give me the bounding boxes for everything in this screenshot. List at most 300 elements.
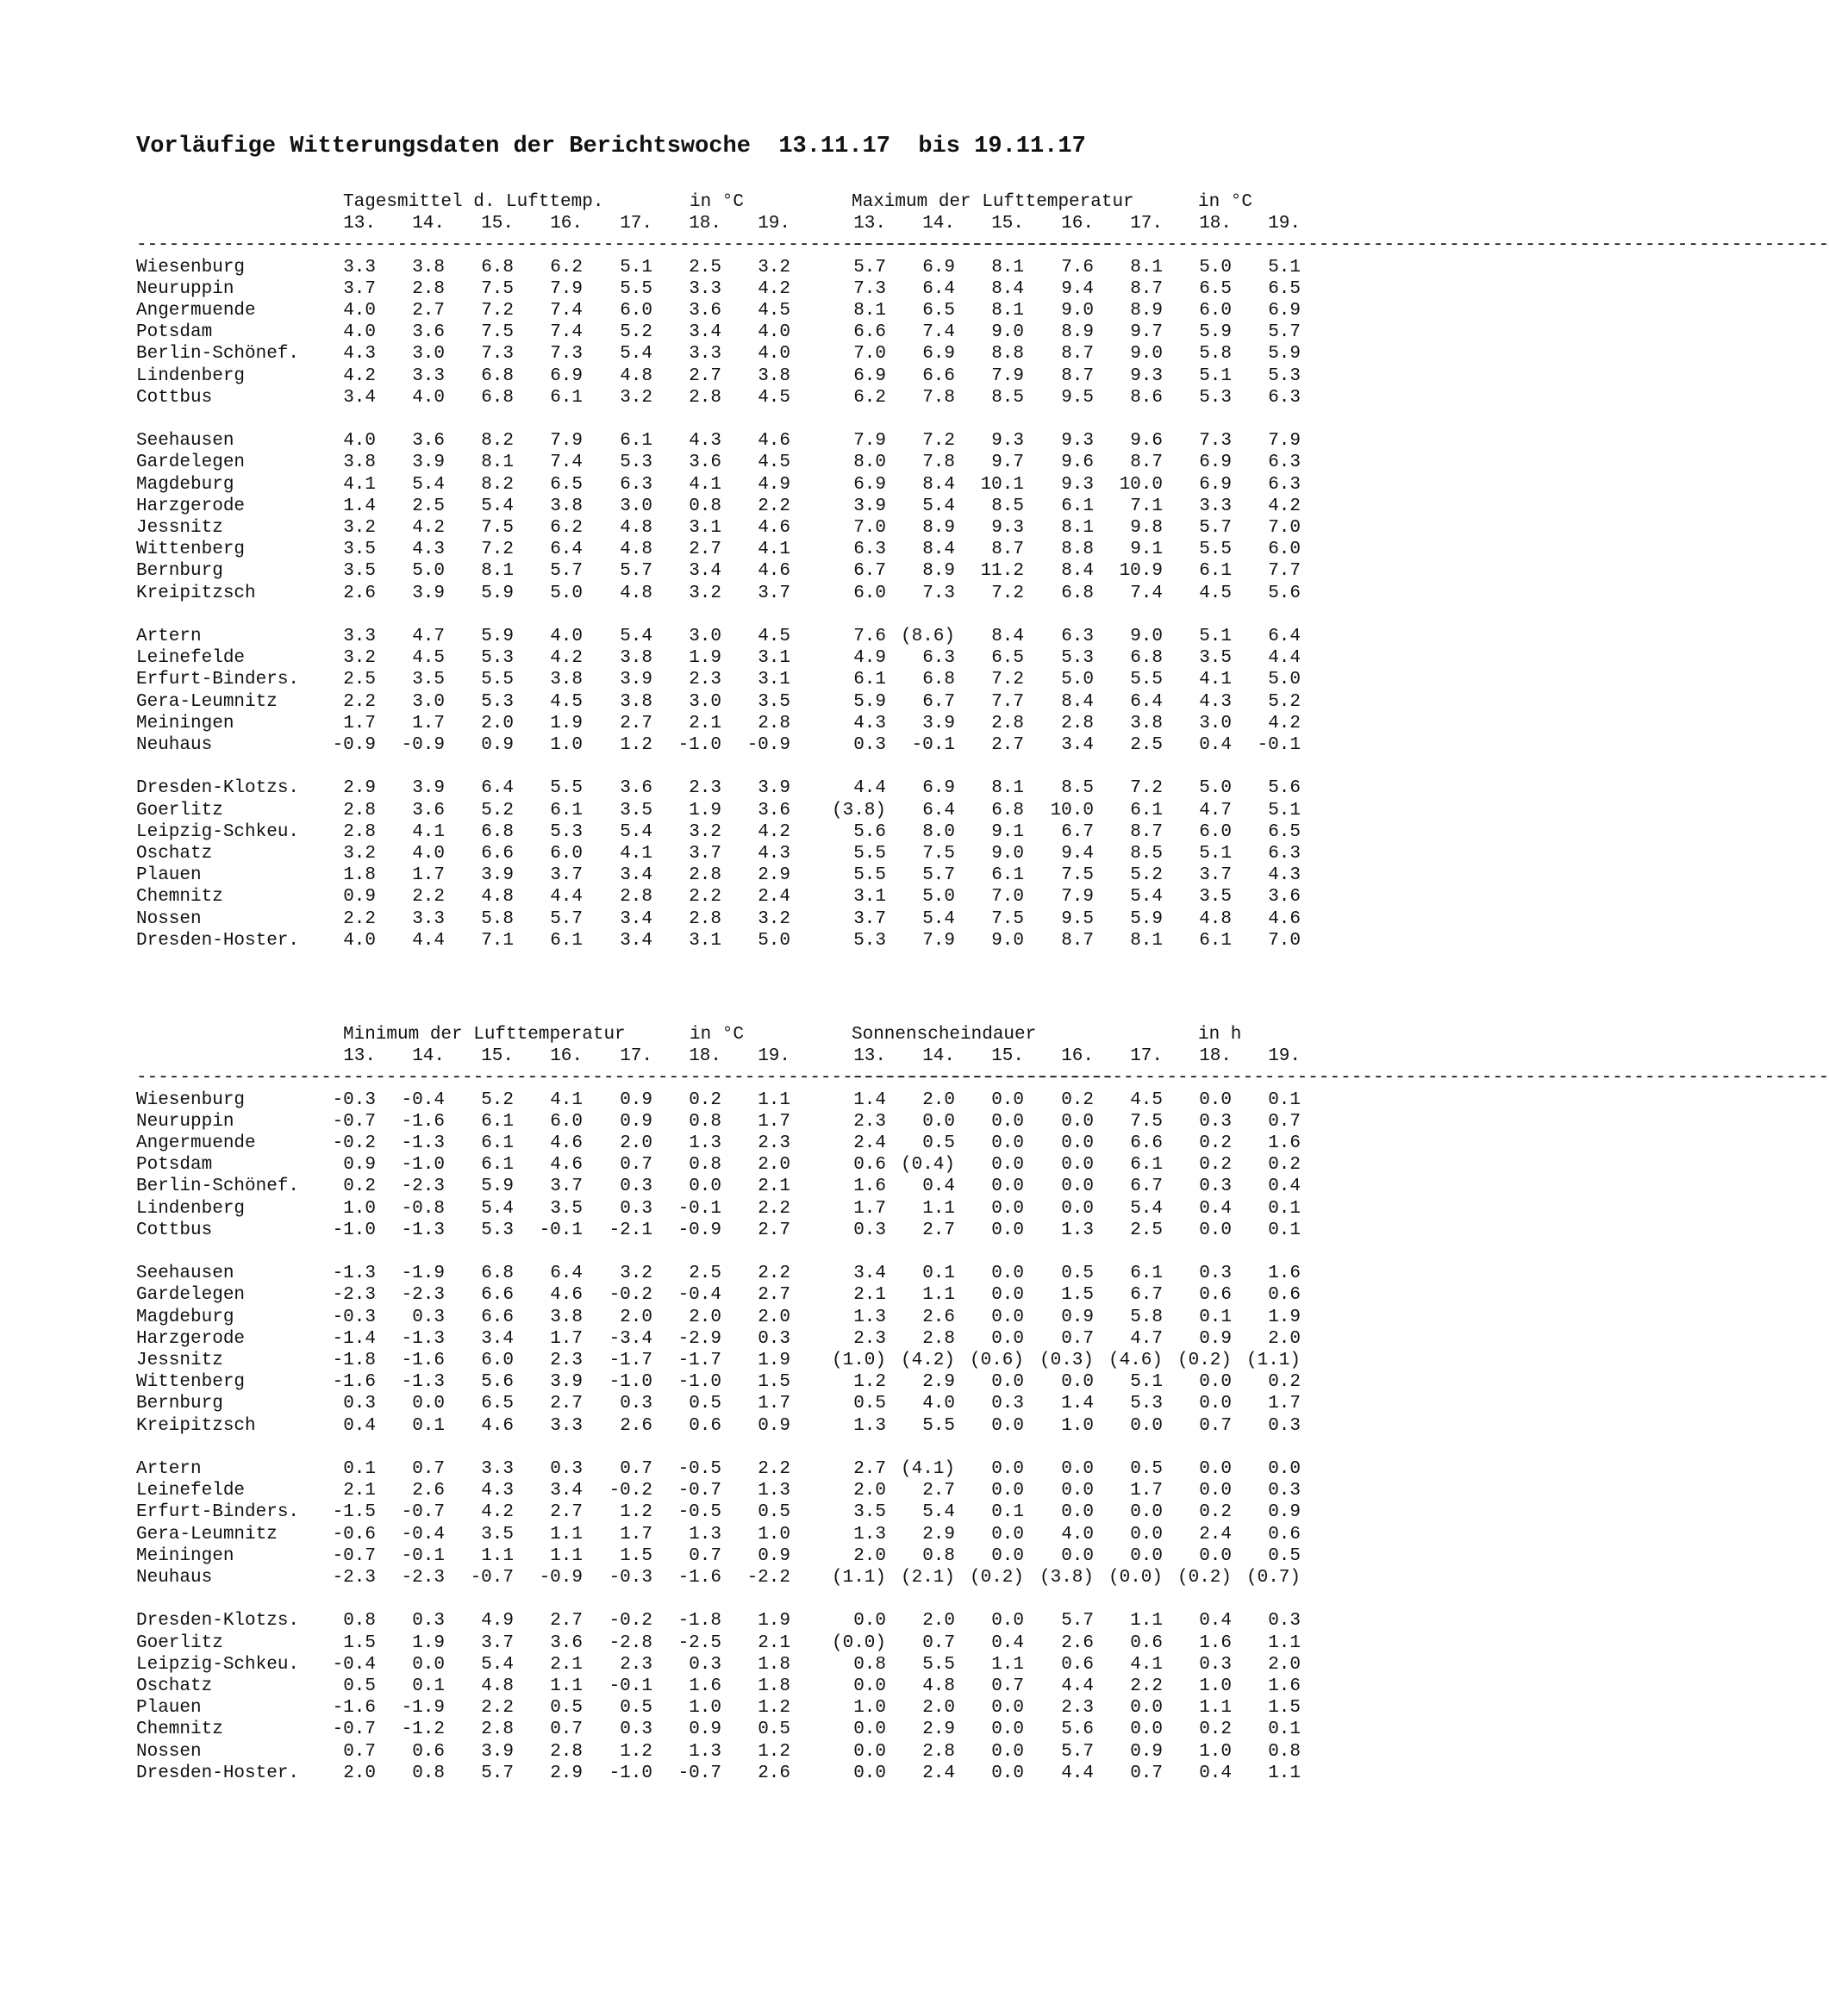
right-value-cell: 6.5 [991,648,1024,669]
right-value-cell: -0.1 [1257,735,1301,755]
left-value-cell: 7.3 [481,344,514,365]
left-value-cell: 4.2 [550,648,583,669]
left-value-cell: 0.3 [758,1328,790,1349]
station-row [0,1220,1425,1241]
left-value-cell: -0.9 [677,1220,721,1240]
right-value-cell: 8.9 [922,561,955,582]
left-value-cell: 3.1 [689,930,721,951]
station-name: Meiningen [136,1545,234,1566]
left-value-cell: 7.5 [481,278,514,299]
right-value-cell: (8.6) [900,627,955,646]
left-value-cell: -0.4 [401,1089,445,1110]
left-value-cell: 0.8 [412,1763,445,1783]
right-value-cell: (0.0) [1108,1568,1163,1588]
station-name: Wittenberg [136,540,246,560]
station-row [0,1480,1425,1501]
right-value-cell: 8.7 [991,540,1024,560]
left-value-cell: 2.2 [758,1264,790,1284]
left-value-cell: 1.7 [412,713,445,733]
right-value-cell: 6.3 [1268,474,1301,495]
left-value-cell: 3.6 [412,800,445,821]
right-value-cell: 0.6 [1061,1654,1094,1675]
left-value-cell: 3.5 [550,1198,583,1219]
right-value-cell: 3.3 [1199,496,1232,516]
left-value-cell: 5.5 [481,670,514,690]
left-value-cell: 2.7 [620,713,652,733]
right-value-cell: 9.3 [1061,474,1094,495]
left-value-cell: 3.9 [620,670,652,690]
right-value-cell: 0.9 [1199,1328,1232,1349]
station-row [0,1350,1425,1371]
right-value-cell: 2.9 [922,1372,955,1393]
right-value-cell: 1.2 [853,1372,886,1393]
left-value-cell: 3.8 [343,453,376,473]
right-value-cell: 8.4 [991,627,1024,646]
right-value-cell: 8.1 [991,257,1024,278]
left-day-label: 16. [550,1046,583,1067]
left-value-cell: 4.1 [758,540,790,560]
right-value-cell: 7.6 [853,627,886,646]
right-value-cell: 5.9 [1199,322,1232,343]
left-value-cell: -0.5 [677,1459,721,1479]
left-value-cell: 6.4 [550,540,583,560]
right-value-cell: 0.3 [1268,1611,1301,1632]
left-value-cell: 0.7 [550,1720,583,1740]
left-value-cell: 4.5 [412,648,445,669]
right-value-cell: 0.0 [991,1545,1024,1566]
right-value-cell: 3.5 [853,1502,886,1523]
left-value-cell: 8.2 [481,474,514,495]
left-value-cell: 2.2 [758,1459,790,1479]
left-value-cell: -1.4 [332,1328,376,1349]
left-value-cell: 5.4 [481,1198,514,1219]
left-value-cell: -1.8 [332,1351,376,1370]
right-value-cell: 1.1 [1199,1698,1232,1719]
left-value-cell: 5.3 [550,821,583,842]
station-name: Neuruppin [136,278,234,299]
right-value-cell: 2.1 [853,1285,886,1306]
right-value-cell: 2.5 [1130,1220,1163,1240]
right-value-cell: 0.5 [853,1394,886,1414]
station-row [0,734,1425,756]
left-value-cell: 3.9 [412,583,445,603]
right-value-cell: 3.0 [1199,713,1232,733]
right-value-cell: 3.9 [853,496,886,516]
right-value-cell: 5.9 [853,691,886,712]
station-row [0,1133,1425,1154]
station-row [0,1263,1425,1284]
station-row [0,321,1425,343]
right-value-cell: 4.8 [922,1676,955,1696]
right-value-cell: 0.0 [1130,1698,1163,1719]
right-value-cell: 7.5 [1130,1111,1163,1132]
left-value-cell: 4.1 [620,844,652,864]
right-value-cell: 7.6 [1061,257,1094,278]
left-day-label: 14. [412,1046,445,1067]
right-value-cell: 0.1 [1268,1198,1301,1219]
left-value-cell: 3.2 [689,583,721,603]
left-value-cell: 2.5 [689,257,721,278]
right-value-cell: (0.4) [900,1155,955,1176]
right-value-cell: 2.8 [991,713,1024,733]
right-value-cell: (0.0) [831,1632,886,1653]
right-value-cell: 7.5 [922,844,955,864]
left-value-cell: 5.3 [620,453,652,473]
left-value-cell: 6.0 [481,1351,514,1370]
right-value-cell: 0.0 [991,1524,1024,1545]
right-value-cell: 8.9 [1061,322,1094,343]
station-row [0,1676,1425,1697]
right-value-cell: 7.3 [853,278,886,299]
left-value-cell: 5.7 [620,561,652,582]
left-value-cell: 2.8 [343,800,376,821]
right-value-cell: 1.1 [922,1285,955,1306]
left-value-cell: 1.9 [412,1632,445,1653]
left-value-cell: 4.1 [343,474,376,495]
right-value-cell: 0.3 [1199,1111,1232,1132]
left-value-cell: 1.5 [343,1632,376,1653]
left-value-cell: 3.4 [689,322,721,343]
right-value-cell: 0.5 [922,1133,955,1153]
right-value-cell: 8.1 [1130,257,1163,278]
left-value-cell: 1.0 [343,1198,376,1219]
right-value-cell: 10.0 [1050,800,1094,821]
right-value-cell: 8.7 [1130,453,1163,473]
station-name: Lindenberg [136,365,246,386]
left-value-cell: 2.5 [689,1264,721,1284]
left-value-cell: 7.4 [550,453,583,473]
left-value-cell: 2.2 [412,887,445,908]
left-value-cell: 0.4 [343,1415,376,1436]
right-value-cell: 0.6 [1199,1285,1232,1306]
left-value-cell: 4.4 [550,887,583,908]
left-value-cell: 6.4 [550,1264,583,1284]
right-value-cell: 7.9 [922,930,955,951]
left-value-cell: 3.3 [689,278,721,299]
left-value-cell: 4.3 [412,540,445,560]
right-value-cell: 8.4 [1061,691,1094,712]
left-value-cell: 5.4 [620,821,652,842]
right-value-cell: 1.7 [1268,1394,1301,1414]
right-value-cell: (0.7) [1245,1568,1301,1588]
right-value-cell: 1.6 [1268,1133,1301,1153]
left-value-cell: 2.7 [689,365,721,386]
station-row [0,1458,1425,1480]
left-value-cell: -1.6 [332,1698,376,1719]
left-value-cell: 3.5 [343,540,376,560]
right-value-cell: 7.5 [991,908,1024,929]
left-value-cell: -0.1 [677,1198,721,1219]
left-value-cell: 3.6 [689,453,721,473]
right-day-label: 19. [1268,214,1301,234]
right-day-label: 16. [1061,1046,1094,1067]
right-value-cell: 0.0 [1061,1459,1094,1479]
right-value-cell: 3.4 [853,1264,886,1284]
left-value-cell: 7.2 [481,301,514,321]
left-value-cell: 4.5 [550,691,583,712]
right-value-cell: 0.0 [991,1459,1024,1479]
station-name: Goerlitz [136,1632,223,1653]
right-value-cell: 8.1 [991,778,1024,799]
right-value-cell: 4.4 [1268,648,1301,669]
right-value-cell: 0.9 [1130,1741,1163,1762]
left-value-cell: 6.5 [550,474,583,495]
station-row [0,430,1425,452]
right-value-cell: 0.2 [1061,1089,1094,1110]
right-value-cell: 0.0 [991,1177,1024,1197]
right-value-cell: 4.4 [853,778,886,799]
right-value-cell: 0.0 [991,1089,1024,1110]
right-day-label: 17. [1130,1046,1163,1067]
right-value-cell: 0.0 [991,1264,1024,1284]
left-value-cell: 6.0 [550,1111,583,1132]
left-value-cell: 0.8 [689,496,721,516]
right-value-cell: 4.0 [1061,1524,1094,1545]
left-value-cell: 0.3 [620,1394,652,1414]
left-value-cell: 0.0 [412,1394,445,1414]
right-value-cell: 6.6 [922,365,955,386]
left-value-cell: 1.5 [758,1372,790,1393]
right-value-cell: 0.0 [922,1111,955,1132]
left-value-cell: 5.6 [481,1372,514,1393]
left-value-cell: 2.6 [620,1415,652,1436]
left-value-cell: 4.0 [343,431,376,452]
right-value-cell: 4.3 [1268,865,1301,886]
right-value-cell: 0.3 [853,1220,886,1240]
station-name: Leipzig-Schkeu. [136,1654,300,1675]
right-value-cell: 2.3 [1061,1698,1094,1719]
right-value-cell: 5.7 [1199,518,1232,538]
left-day-label: 15. [481,1046,514,1067]
left-value-cell: 6.8 [481,257,514,278]
left-value-cell: -2.3 [401,1568,445,1588]
left-value-cell: 1.8 [758,1676,790,1696]
left-value-cell: 0.6 [689,1415,721,1436]
left-value-cell: -0.3 [332,1307,376,1327]
right-value-cell: 9.4 [1061,844,1094,864]
right-value-cell: 2.0 [1268,1654,1301,1675]
left-value-cell: 2.2 [758,1198,790,1219]
right-value-cell: 5.4 [1130,1198,1163,1219]
station-row [0,517,1425,539]
right-value-cell: 0.4 [1199,1763,1232,1783]
left-value-cell: 4.6 [758,518,790,538]
left-value-cell: 4.8 [620,540,652,560]
left-value-cell: 3.8 [550,496,583,516]
left-value-cell: 6.6 [481,1307,514,1327]
right-value-cell: 1.0 [1199,1741,1232,1762]
right-value-cell: 5.7 [853,257,886,278]
right-value-cell: 6.1 [1130,1155,1163,1176]
left-value-cell: 3.7 [689,844,721,864]
station-name: Artern [136,627,202,646]
right-value-cell: 5.1 [1199,627,1232,646]
right-value-cell: 2.8 [922,1328,955,1349]
left-value-cell: 2.7 [412,301,445,321]
station-name: Magdeburg [136,1307,234,1327]
left-value-cell: 0.8 [689,1155,721,1176]
right-value-cell: 0.0 [1199,1220,1232,1240]
left-value-cell: 4.6 [550,1155,583,1176]
right-value-cell: 6.1 [1199,561,1232,582]
right-value-cell: 9.0 [991,322,1024,343]
left-value-cell: 1.9 [758,1351,790,1370]
right-value-cell: 0.5 [1130,1459,1163,1479]
right-value-cell: 1.1 [922,1198,955,1219]
right-value-cell: 0.0 [1061,1155,1094,1176]
right-value-cell: 6.1 [1130,1264,1163,1284]
left-value-cell: 2.2 [343,908,376,929]
right-value-cell: 7.1 [1130,496,1163,516]
left-value-cell: 0.0 [689,1177,721,1197]
left-value-cell: 3.6 [758,800,790,821]
left-value-cell: -0.4 [677,1285,721,1306]
right-value-cell: 1.1 [1268,1763,1301,1783]
right-value-cell: 10.1 [980,474,1024,495]
station-name: Leinefelde [136,648,246,669]
day-header-row [0,213,1425,234]
left-value-cell: 4.8 [481,887,514,908]
right-value-cell: 6.3 [1061,627,1094,646]
right-value-cell: 0.0 [991,1741,1024,1762]
right-value-cell: 0.2 [1268,1372,1301,1393]
station-name: Jessnitz [136,518,223,538]
right-value-cell: 1.7 [853,1198,886,1219]
left-value-cell: 1.3 [758,1481,790,1501]
right-value-cell: 0.2 [1199,1720,1232,1740]
right-value-cell: (1.1) [831,1568,886,1588]
right-value-cell: 0.0 [1199,1481,1232,1501]
left-value-cell: -0.9 [539,1568,583,1588]
right-value-cell: 5.3 [1130,1394,1163,1414]
left-value-cell: 3.2 [758,257,790,278]
right-value-cell: 0.3 [853,735,886,755]
right-value-cell: 5.9 [1268,344,1301,365]
right-value-cell: 5.4 [922,908,955,929]
left-value-cell: 6.1 [550,930,583,951]
left-value-cell: -0.7 [470,1568,514,1588]
right-value-cell: 0.0 [1061,1481,1094,1501]
left-value-cell: 0.3 [343,1394,376,1414]
left-value-cell: 2.6 [412,1481,445,1501]
right-value-cell: 5.1 [1268,800,1301,821]
right-value-cell: 2.5 [1130,735,1163,755]
left-value-cell: 6.3 [620,474,652,495]
right-value-cell: 0.7 [922,1632,955,1653]
right-value-cell: 6.9 [922,344,955,365]
right-value-cell: 8.4 [922,474,955,495]
left-value-cell: 4.0 [343,301,376,321]
station-row [0,343,1425,365]
right-value-cell: 2.8 [1061,713,1094,733]
left-value-cell: 3.6 [550,1632,583,1653]
left-separator: ------------------------------------------------------------------------------------------ [136,235,1114,256]
station-row [0,1198,1425,1220]
right-value-cell: 2.3 [853,1328,886,1349]
right-value-cell: 0.8 [922,1545,955,1566]
right-day-label: 18. [1199,1046,1232,1067]
left-value-cell: 1.0 [550,735,583,755]
station-row [0,1632,1425,1654]
right-value-cell: 6.7 [853,561,886,582]
left-value-cell: 6.1 [481,1155,514,1176]
left-value-cell: 4.5 [758,453,790,473]
left-value-cell: 2.0 [689,1307,721,1327]
left-value-cell: 6.1 [620,431,652,452]
right-value-cell: 6.9 [1199,474,1232,495]
left-value-cell: 3.2 [620,1264,652,1284]
right-value-cell: 6.5 [1199,278,1232,299]
right-value-cell: 6.6 [1130,1133,1163,1153]
right-value-cell: 9.0 [991,844,1024,864]
right-value-cell: 0.4 [991,1632,1024,1653]
right-value-cell: 6.1 [991,865,1024,886]
left-value-cell: 7.9 [550,278,583,299]
left-value-cell: 4.0 [550,627,583,646]
left-value-cell: 3.8 [758,365,790,386]
left-value-cell: 1.3 [689,1133,721,1153]
right-day-label: 13. [853,214,886,234]
right-value-cell: 0.0 [991,1481,1024,1501]
right-value-cell: 0.3 [991,1394,1024,1414]
left-value-cell: -1.0 [609,1763,652,1783]
right-value-cell: 0.3 [1199,1654,1232,1675]
right-value-cell: 2.0 [853,1481,886,1501]
left-value-cell: 7.4 [550,322,583,343]
left-value-cell: 5.4 [481,1654,514,1675]
right-value-cell: 7.9 [1061,887,1094,908]
left-value-cell: -0.7 [677,1481,721,1501]
left-value-cell: -1.7 [677,1351,721,1370]
left-value-cell: 3.9 [758,778,790,799]
left-value-cell: 2.7 [550,1502,583,1523]
left-value-cell: -2.5 [677,1632,721,1653]
left-value-cell: 1.2 [758,1698,790,1719]
station-row [0,560,1425,582]
right-value-cell: 5.1 [1199,365,1232,386]
right-value-cell: 4.5 [1199,583,1232,603]
right-value-cell: 2.0 [922,1089,955,1110]
left-value-cell: 2.0 [481,713,514,733]
right-value-cell: 8.9 [1130,301,1163,321]
right-value-cell: 5.7 [1061,1611,1094,1632]
left-value-cell: 2.0 [758,1307,790,1327]
station-name: Jessnitz [136,1351,223,1370]
left-value-cell: 5.0 [550,583,583,603]
left-value-cell: 3.4 [481,1328,514,1349]
right-day-label: 19. [1268,1046,1301,1067]
right-day-label: 18. [1199,214,1232,234]
right-value-cell: 0.1 [1199,1307,1232,1327]
left-value-cell: -1.6 [677,1568,721,1588]
right-value-cell: 5.5 [853,865,886,886]
right-value-cell: 5.8 [1199,344,1232,365]
left-value-cell: 1.7 [758,1394,790,1414]
section-header [0,1024,1425,1045]
station-row [0,1176,1425,1197]
right-value-cell: 6.8 [922,670,955,690]
right-value-cell: 5.6 [1268,778,1301,799]
right-value-cell: 0.0 [1130,1415,1163,1436]
right-value-cell: (0.6) [969,1351,1024,1370]
station-row [0,1415,1425,1437]
right-value-cell: 9.6 [1061,453,1094,473]
station-row [0,691,1425,713]
left-value-cell: -0.7 [332,1720,376,1740]
right-value-cell: 0.1 [991,1502,1024,1523]
right-value-cell: 0.9 [1061,1307,1094,1327]
left-value-cell: 4.9 [481,1611,514,1632]
